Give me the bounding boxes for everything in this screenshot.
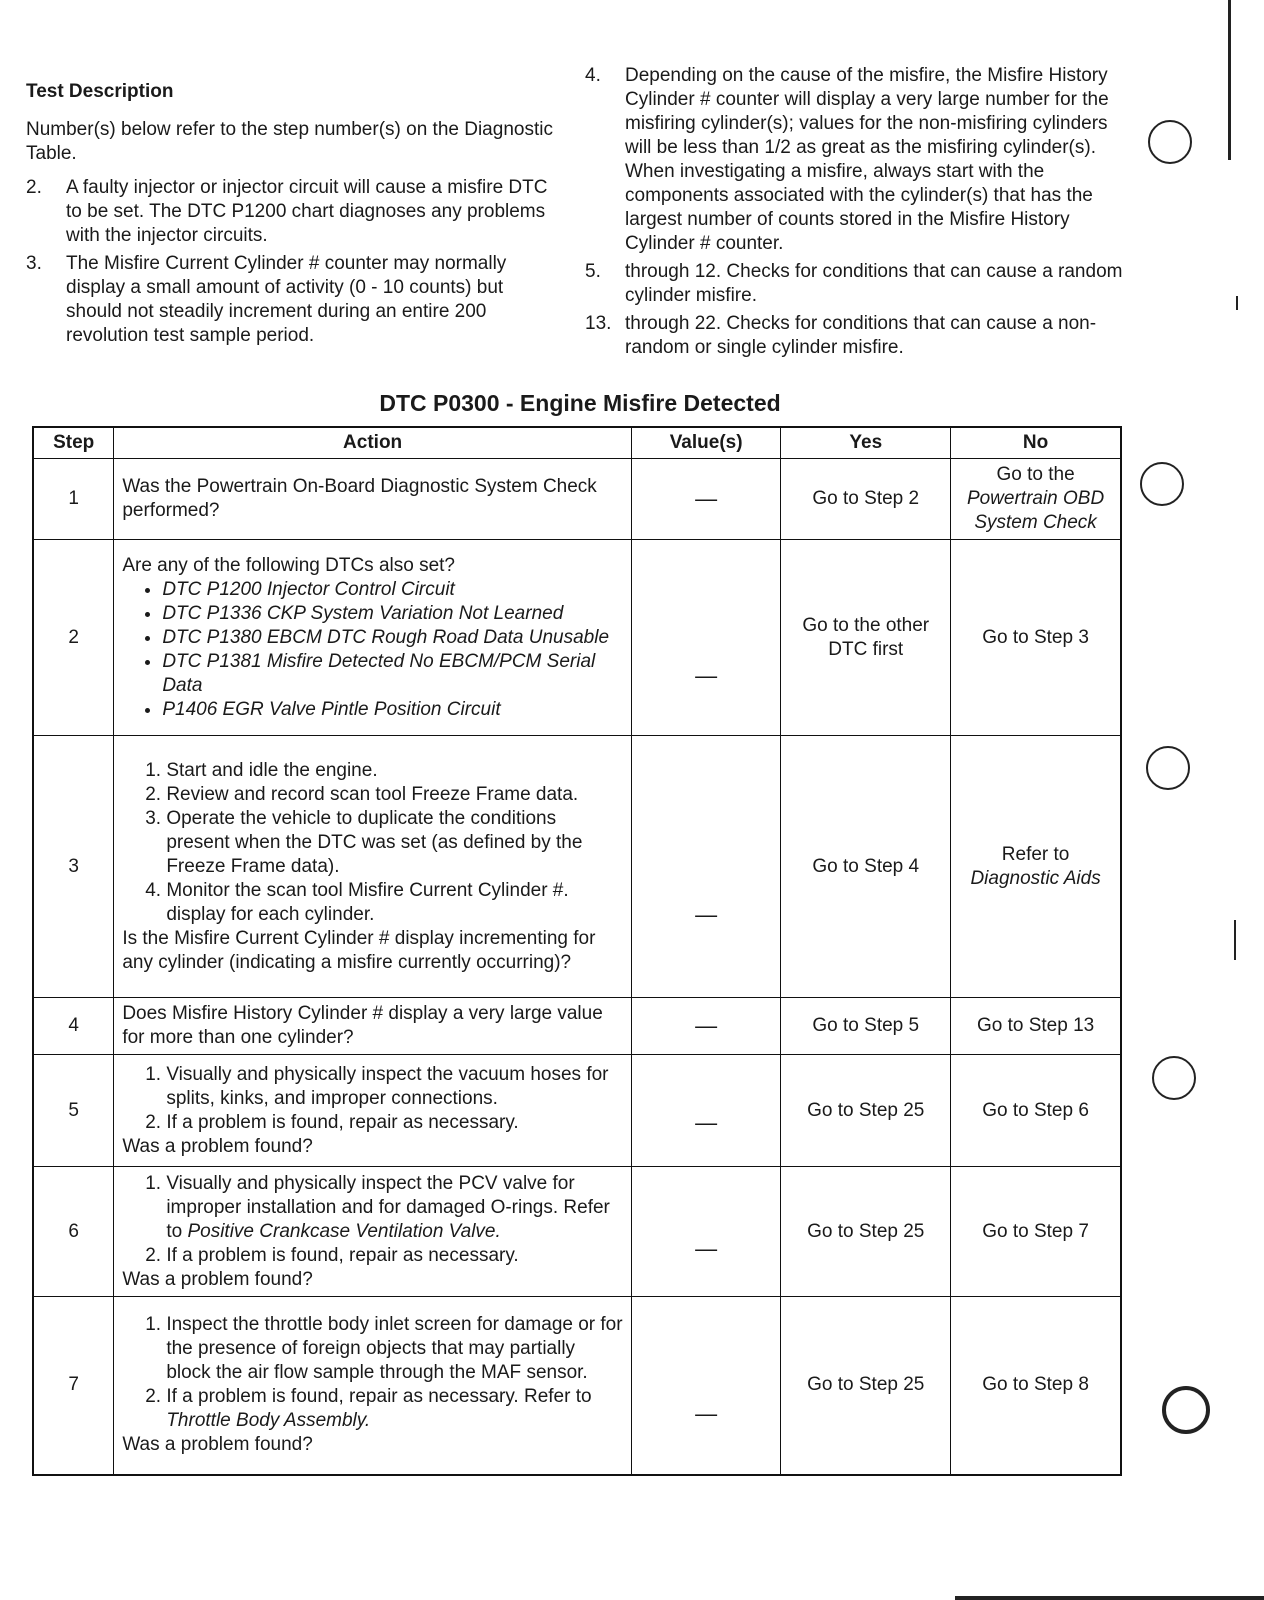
yes-cell: Go to Step 25 bbox=[781, 1167, 951, 1297]
yes-cell: Go to Step 5 bbox=[781, 998, 951, 1055]
list-item: • DTC P1200 Injector Control Circuit bbox=[162, 578, 623, 602]
list-item: 2. If a problem is found, repair as necessary. bbox=[166, 1111, 623, 1135]
no-cell: Go to Step 6 bbox=[951, 1055, 1121, 1167]
action-cell bbox=[114, 540, 632, 736]
header-yes: Yes bbox=[781, 427, 951, 459]
yes-cell: Go to Step 2 bbox=[781, 459, 951, 540]
note-text: A faulty injector or injector circuit will cause a misfire DTC to be set. The DTC P1200 chart diagnoses any problems with the injector circuits. bbox=[66, 177, 548, 246]
note-4 bbox=[585, 64, 1130, 256]
scan-edge-mark bbox=[1236, 296, 1238, 310]
list-item: • DTC P1336 CKP System Variation Not Learned bbox=[162, 602, 623, 626]
note-13-22 bbox=[585, 312, 1130, 360]
yes-cell: Go to Step 25 bbox=[781, 1297, 951, 1475]
action-question: Was a problem found? bbox=[122, 1268, 313, 1290]
table-row bbox=[33, 1297, 1121, 1475]
no-cell: Go to Step 3 bbox=[951, 540, 1121, 736]
note-5-12 bbox=[585, 260, 1130, 308]
list-item: 1. Visually and physically inspect the vacuum hoses for splits, kinks, and improper connections. bbox=[166, 1063, 623, 1111]
note-text: through 12. Checks for conditions that can cause a random cylinder misfire. bbox=[625, 261, 1123, 306]
step-number: 1 bbox=[33, 459, 114, 540]
no-cell bbox=[951, 736, 1121, 998]
action-cell: Does Misfire History Cylinder # display a very large value for more than one cylinder? bbox=[114, 998, 632, 1055]
binder-hole-icon bbox=[1146, 746, 1190, 790]
step-number: 7 bbox=[33, 1297, 114, 1475]
test-description-intro: Number(s) below refer to the step number(s) on the Diagnostic Table. bbox=[26, 119, 553, 164]
yes-cell: Go to Step 25 bbox=[781, 1055, 951, 1167]
item-text: Visually and physically inspect the PCV valve for improper installation and for damaged O-rings. Refer to bbox=[166, 1172, 610, 1242]
list-item: 1. Inspect the throttle body inlet screen for damage or for the presence of foreign objects that may partially block the air flow sample through the MAF sensor. bbox=[166, 1313, 623, 1385]
header-values: Value(s) bbox=[631, 427, 780, 459]
action-steps bbox=[122, 1313, 623, 1433]
no-cell: Go to Step 8 bbox=[951, 1297, 1121, 1475]
note-text: Depending on the cause of the misfire, the Misfire History Cylinder # counter will display a very large number for the misfiring cylinder(s); values for the non-misfiring cylinders will be less than 1/2 as great as the misfiring cylinder(s). When investigating a misfire, always start with the components associated with the cylinder(s) that has the largest number of counts stored in the Misfire History Cylinder # counter. bbox=[625, 65, 1109, 254]
action-cell: Was the Powertrain On-Board Diagnostic System Check performed? bbox=[114, 459, 632, 540]
table-row bbox=[33, 998, 1121, 1055]
note-number: 2. bbox=[26, 177, 42, 198]
table-title: DTC P0300 - Engine Misfire Detected bbox=[379, 390, 781, 416]
list-item bbox=[166, 1385, 623, 1433]
header-no: No bbox=[951, 427, 1121, 459]
value-cell: — bbox=[631, 459, 780, 540]
no-prefix: Refer to bbox=[1001, 843, 1070, 865]
list-item: 2. If a problem is found, repair as necessary. bbox=[166, 1244, 623, 1268]
dtc-list bbox=[122, 578, 623, 722]
note-2 bbox=[26, 176, 556, 248]
list-item: 2. Review and record scan tool Freeze Frame data. bbox=[166, 783, 623, 807]
value-cell: — bbox=[631, 1297, 780, 1475]
test-description-left bbox=[26, 80, 556, 352]
action-question: Was a problem found? bbox=[122, 1434, 313, 1456]
step-number: 4 bbox=[33, 998, 114, 1055]
table-row bbox=[33, 540, 1121, 736]
action-steps bbox=[122, 1172, 623, 1268]
list-item: • DTC P1381 Misfire Detected No EBCM/PCM Serial Data bbox=[162, 650, 623, 698]
diagnostic-table bbox=[32, 426, 1122, 1476]
action-question: Is the Misfire Current Cylinder # display incrementing for any cylinder (indicating a misfire currently occurring)? bbox=[122, 927, 596, 973]
table-header-row bbox=[33, 427, 1121, 459]
step-number: 2 bbox=[33, 540, 114, 736]
note-number: 3. bbox=[26, 253, 42, 274]
item-reference: Throttle Body Assembly. bbox=[166, 1410, 371, 1432]
scan-edge-mark bbox=[1234, 920, 1236, 960]
action-cell bbox=[114, 1055, 632, 1167]
table-row bbox=[33, 459, 1121, 540]
list-item: 4. Monitor the scan tool Misfire Current Cylinder #. display for each cylinder. bbox=[166, 879, 623, 927]
note-number: 5. bbox=[585, 261, 601, 282]
note-number: 4. bbox=[585, 65, 601, 86]
no-reference: Diagnostic Aids bbox=[970, 867, 1101, 889]
value-cell: — bbox=[631, 540, 780, 736]
no-cell: Go to Step 13 bbox=[951, 998, 1121, 1055]
no-prefix: Go to the bbox=[996, 464, 1075, 485]
action-question: Was a problem found? bbox=[122, 1135, 313, 1157]
binder-hole-icon bbox=[1148, 120, 1192, 164]
binder-hole-icon bbox=[1140, 462, 1184, 506]
value-cell: — bbox=[631, 998, 780, 1055]
no-cell bbox=[951, 459, 1121, 540]
step-number: 5 bbox=[33, 1055, 114, 1167]
note-text: through 22. Checks for conditions that can cause a non-random or single cylinder misfire. bbox=[625, 313, 1097, 358]
item-text: If a problem is found, repair as necessary. Refer to bbox=[166, 1386, 592, 1408]
no-reference: Powertrain OBD System Check bbox=[966, 488, 1105, 533]
list-item: • P1406 EGR Valve Pintle Position Circuit bbox=[162, 698, 623, 722]
table-row bbox=[33, 736, 1121, 998]
note-3 bbox=[26, 252, 556, 348]
table-row bbox=[33, 1167, 1121, 1297]
action-cell bbox=[114, 1297, 632, 1475]
test-description-right bbox=[585, 64, 1130, 364]
action-question: Are any of the following DTCs also set? bbox=[122, 554, 455, 576]
list-item bbox=[166, 1172, 623, 1244]
note-number: 13. bbox=[585, 313, 612, 334]
table-row bbox=[33, 1055, 1121, 1167]
action-steps bbox=[122, 759, 623, 927]
action-cell bbox=[114, 736, 632, 998]
no-cell: Go to Step 7 bbox=[951, 1167, 1121, 1297]
scan-edge-mark bbox=[1228, 0, 1231, 160]
header-action: Action bbox=[114, 427, 632, 459]
binder-hole-icon bbox=[1162, 1386, 1210, 1434]
note-text: The Misfire Current Cylinder # counter may normally display a small amount of activity (0 - 10 counts) but should not steadily increment during an entire 200 revolution test sample period. bbox=[66, 253, 507, 346]
header-step: Step bbox=[33, 427, 114, 459]
item-reference: Positive Crankcase Ventilation Valve. bbox=[187, 1220, 501, 1242]
yes-cell: Go to the other DTC first bbox=[781, 540, 951, 736]
action-cell bbox=[114, 1167, 632, 1297]
value-cell: — bbox=[631, 1055, 780, 1167]
test-description-heading: Test Description bbox=[26, 81, 174, 102]
value-cell: — bbox=[631, 1167, 780, 1297]
list-item: • DTC P1380 EBCM DTC Rough Road Data Unusable bbox=[162, 626, 623, 650]
binder-hole-icon bbox=[1152, 1056, 1196, 1100]
action-steps bbox=[122, 1063, 623, 1135]
yes-cell: Go to Step 4 bbox=[781, 736, 951, 998]
step-number: 6 bbox=[33, 1167, 114, 1297]
value-cell: — bbox=[631, 736, 780, 998]
list-item: 1. Start and idle the engine. bbox=[166, 759, 623, 783]
scan-edge-mark bbox=[955, 1596, 1264, 1600]
list-item: 3. Operate the vehicle to duplicate the conditions present when the DTC was set (as defined by the Freeze Frame data). bbox=[166, 807, 623, 879]
step-number: 3 bbox=[33, 736, 114, 998]
